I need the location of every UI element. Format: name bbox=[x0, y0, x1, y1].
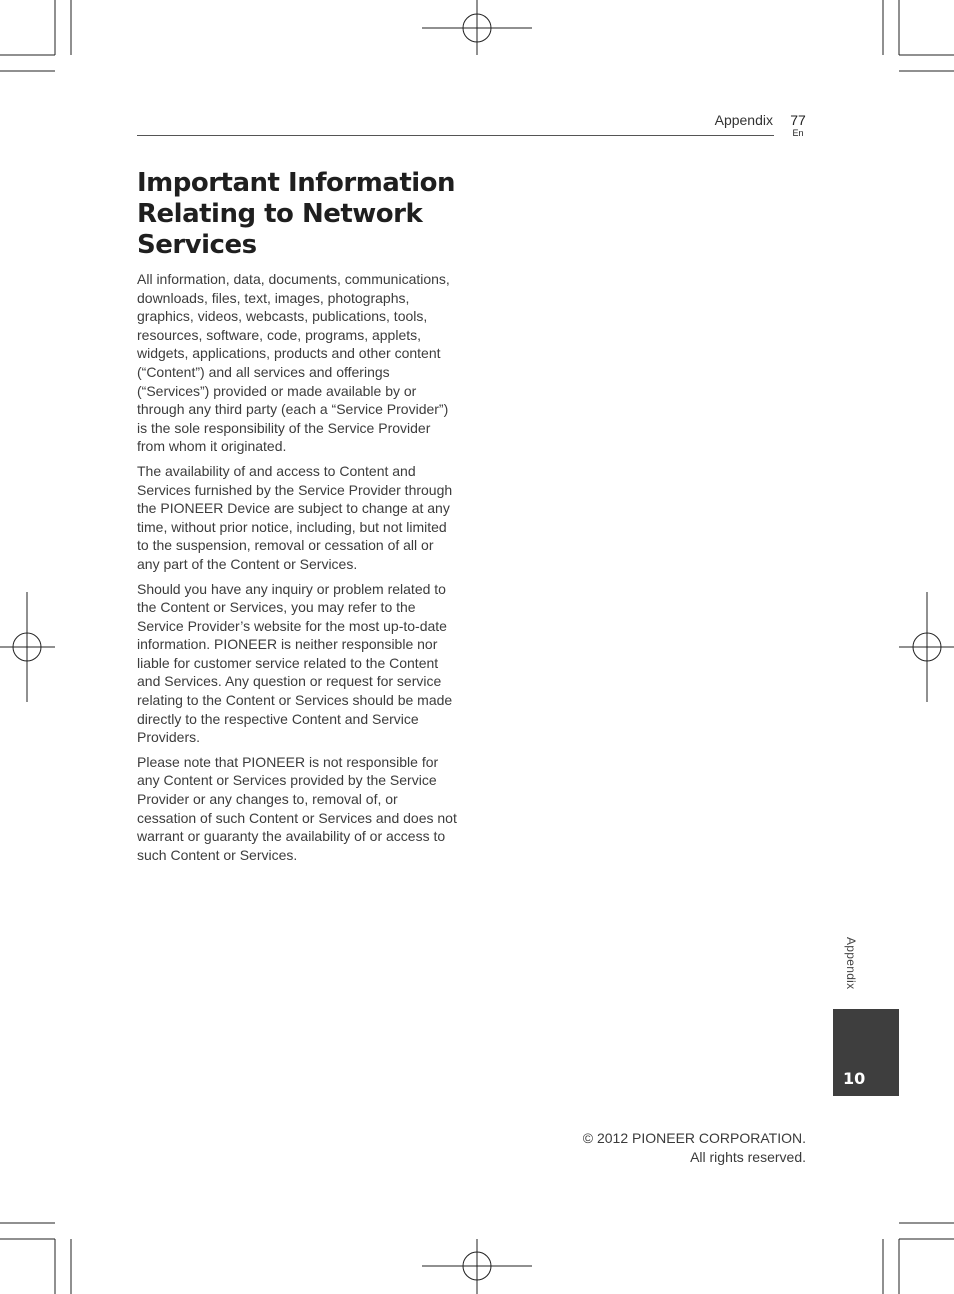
side-section-label: Appendix bbox=[844, 937, 858, 990]
article-body bbox=[137, 270, 459, 870]
paragraph: The availability of and access to Content and Services furnished by the Service Provider through the PIONEER Device are subject to change at any time, without prior notice, including, but not limited to the suspension, removal or cessation of all or any part of the Content or Services. bbox=[137, 462, 453, 572]
chapter-number: 10 bbox=[843, 1069, 866, 1088]
page-language: En bbox=[792, 128, 804, 138]
chapter-tab bbox=[833, 1009, 899, 1096]
page-number: 77 bbox=[790, 112, 806, 128]
paragraph: Please note that PIONEER is not responsible for any Content or Services provided by the Service Provider or any changes to, removal of, or cessation of such Content or Services and does not warrant or guaranty the availability of or access to such Content or Services. bbox=[137, 753, 457, 863]
paragraph: Should you have any inquiry or problem related to the Content or Services, you may refer to the Service Provider’s website for the most up-to-date information. PIONEER is neither responsible nor liable for customer service related to the Content and Services. Any question or request for service relating to the Content or Services should be made directly to the respective Content and Service Providers. bbox=[137, 580, 453, 746]
copyright-notice bbox=[520, 1129, 806, 1166]
article-title: Important Information Relating to Network Services bbox=[137, 168, 456, 260]
header-section-label: Appendix bbox=[714, 112, 773, 128]
copyright-line: All rights reserved. bbox=[690, 1148, 806, 1165]
copyright-line: © 2012 PIONEER CORPORATION. bbox=[582, 1130, 806, 1146]
header-rule bbox=[137, 135, 774, 136]
paragraph: All information, data, documents, communications, downloads, files, text, images, photographs, graphics, videos, webcasts, publications, tools, resources, software, code, programs, applets, widgets, applications, products and other content (“Content”) and all services and offerings (“Services”) provided or made available by or through any third party (each a “Service Provider”) is the sole responsibility of the Service Provider from whom it originated. bbox=[137, 271, 450, 455]
